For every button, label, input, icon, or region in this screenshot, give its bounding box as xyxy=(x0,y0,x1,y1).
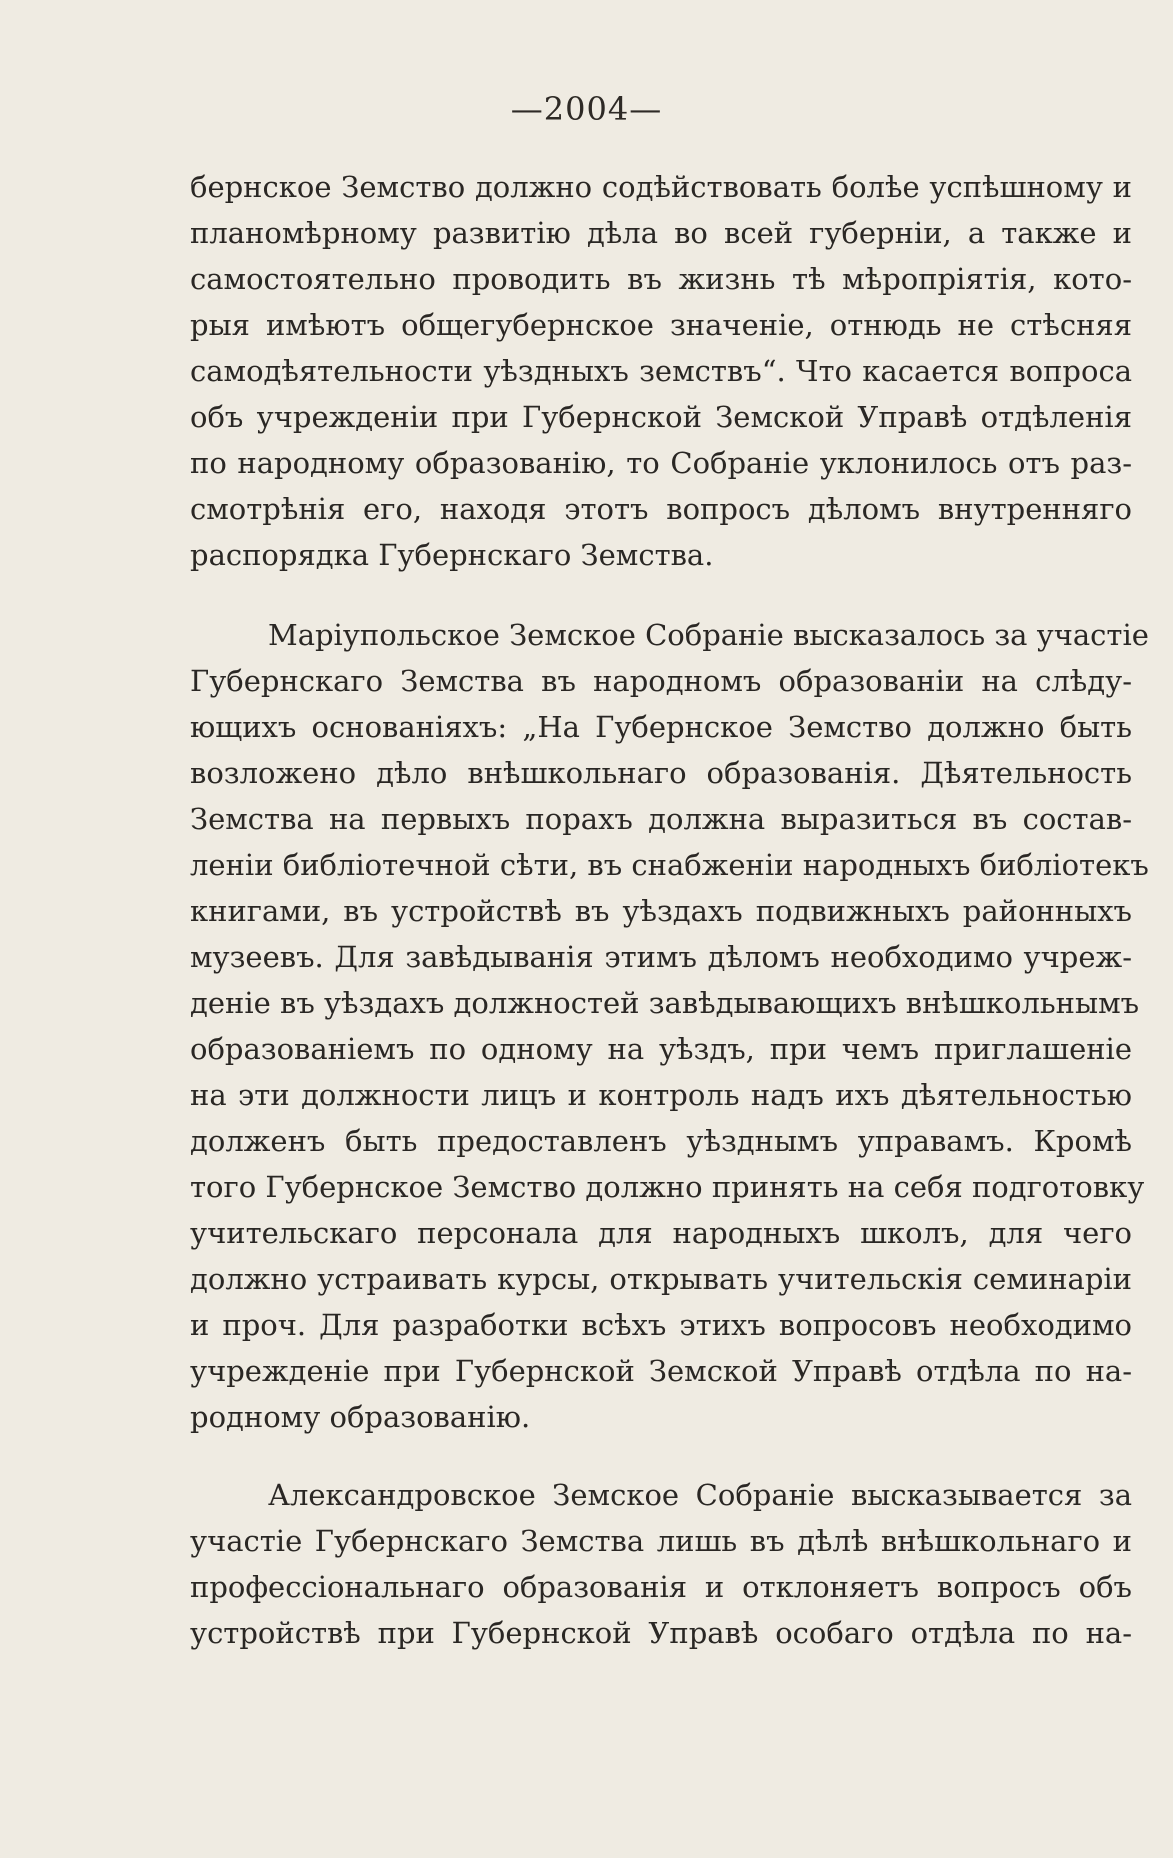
text-line: должно устраивать курсы, открывать учительскія семинаріи xyxy=(190,1262,1132,1296)
text-line: профессіональнаго образованія и отклоняетъ вопросъ объ xyxy=(190,1570,1132,1604)
text-line: устройствѣ при Губернской Управѣ особаго отдѣла по на- xyxy=(190,1616,1132,1650)
paragraph-1 xyxy=(190,164,1132,578)
text-line: учительскаго персонала для народныхъ школъ, для чего xyxy=(190,1216,1132,1250)
text-line: планомѣрному развитію дѣла во всей губерніи, а также и xyxy=(190,216,1132,250)
text-line: учрежденіе при Губернской Земской Управѣ отдѣла по на- xyxy=(190,1354,1132,1388)
text-line: и проч. Для разработки всѣхъ этихъ вопросовъ необходимо xyxy=(190,1308,1132,1342)
page-number: —2004— xyxy=(510,90,663,128)
text-line: деніе въ уѣздахъ должностей завѣдывающихъ внѣшкольнымъ xyxy=(190,986,1140,1020)
text-line: того Губернское Земство должно принять на себя подготовку xyxy=(190,1170,1145,1204)
text-line: бернское Земство должно содѣйствовать болѣе успѣшному и xyxy=(190,170,1132,204)
text-line: рыя имѣютъ общегубернское значеніе, отнюдь не стѣсняя xyxy=(190,308,1132,342)
text-line: на эти должности лицъ и контроль надъ ихъ дѣятельностью xyxy=(190,1078,1132,1112)
text-line: самостоятельно проводить въ жизнь тѣ мѣропріятія, кото- xyxy=(190,262,1132,296)
text-line: долженъ быть предоставленъ уѣзднымъ управамъ. Кромѣ xyxy=(190,1124,1132,1158)
paragraph-2 xyxy=(190,612,1149,1440)
paragraph-3 xyxy=(190,1472,1132,1656)
text-line: музеевъ. Для завѣдыванія этимъ дѣломъ необходимо учреж- xyxy=(190,940,1132,974)
text-line: возложено дѣло внѣшкольнаго образованія. Дѣятельность xyxy=(190,756,1132,790)
text-line: образованіемъ по одному на уѣздъ, при чемъ приглашеніе xyxy=(190,1032,1132,1066)
text-line: по народному образованію, то Собраніе уклонилось отъ раз- xyxy=(190,446,1132,480)
text-line: смотрѣнія его, находя этотъ вопросъ дѣломъ внутренняго xyxy=(190,492,1132,526)
text-line: книгами, въ устройствѣ въ уѣздахъ подвижныхъ районныхъ xyxy=(190,894,1132,928)
text-line: леніи библіотечной сѣти, въ снабженіи народныхъ библіотекъ xyxy=(190,848,1149,882)
text-line: Земства на первыхъ порахъ должна выразиться въ состав- xyxy=(190,802,1132,836)
text-line: участіе Губернскаго Земства лишь въ дѣлѣ внѣшкольнаго и xyxy=(190,1524,1132,1558)
text-line: объ учрежденіи при Губернской Земской Управѣ отдѣленія xyxy=(190,400,1132,434)
text-line: Маріупольское Земское Собраніе высказалось за участіе xyxy=(268,618,1149,652)
text-line: самодѣятельности уѣздныхъ земствъ“. Что касается вопроса xyxy=(190,354,1132,388)
text-line: распорядка Губернскаго Земства. xyxy=(190,538,714,572)
text-line: Губернскаго Земства въ народномъ образованіи на слѣду- xyxy=(190,664,1132,698)
text-line: Александровское Земское Собраніе высказывается за xyxy=(268,1478,1132,1512)
text-line: ющихъ основаніяхъ: „На Губернское Земство должно быть xyxy=(190,710,1132,744)
text-line: родному образованію. xyxy=(190,1400,531,1434)
